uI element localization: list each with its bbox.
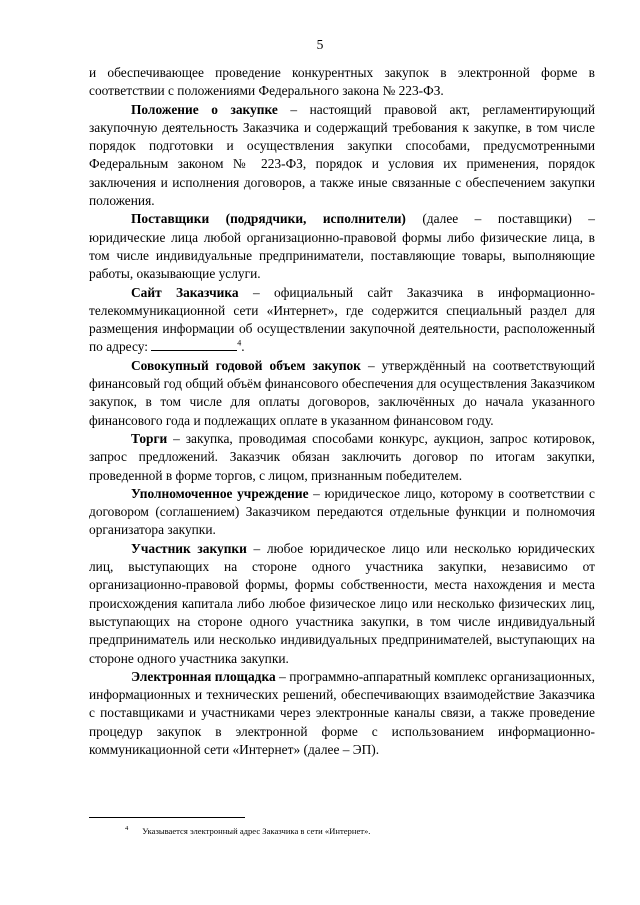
definition-paragraph <box>89 430 595 485</box>
definition-term: Поставщики (подрядчики, исполнители) <box>131 211 406 227</box>
definition-term: Уполномоченное учреждение <box>131 485 309 501</box>
body-text <box>89 64 595 759</box>
definition-paragraph <box>89 284 595 357</box>
definition-term: Торги <box>131 430 168 446</box>
definition-paragraph <box>89 357 595 430</box>
definition-term: Электронная площадка <box>131 668 276 684</box>
definition-term: Положение о закупке <box>131 101 278 117</box>
definition-paragraph <box>89 485 595 540</box>
definition-paragraph <box>89 101 595 211</box>
definition-text: – любое юридическое лицо или несколько юридических лиц, выступающих на стороне одного участника закупки, независимо от организационно-правовой формы, формы собственности, места нахождения и места происхождения капитала либо любое физическое лицо или несколько физических лиц, выступающих на стороне одного участника закупки, в том числе индивидуальный предприниматель или несколько индивидуальных предпринимателей, выступающих на стороне одного участника закупки. <box>89 540 595 666</box>
footnote <box>125 823 595 837</box>
definition-paragraph <box>89 210 595 283</box>
intro-paragraph: и обеспечивающее проведение конкурентных закупок в электронной форме в соответствии с положениями Федерального закона № 223-ФЗ. <box>89 65 595 99</box>
definition-text: – настоящий правовой акт, регламентирующий закупочную деятельность Заказчика и содержащий требования к закупке, в том числе порядок подготовки и осуществления закупки способами, предусмотренными Федеральным законом № 223-ФЗ, порядок и условия их применения, порядок заключения и исполнения договоров, а также иные связанные с обеспечением закупки положения. <box>89 101 595 209</box>
footnote-text: Указывается электронный адрес Заказчика в сети «Интернет». <box>142 825 371 836</box>
page-number: 5 <box>316 37 324 52</box>
definition-paragraph <box>89 668 595 759</box>
definition-text: – юридическое лицо, которому в соответствии с договором (соглашением) Заказчиком передаются отдельные функции и полномочия организатора закупки. <box>89 485 595 538</box>
definition-text: – утверждённый на соответствующий финансовый год общий объём финансового обеспечения для осуществления Заказчиком закупок, в том числе для оплаты договоров, заключённых до начала указанного финансового года и подлежащих оплате в указанном финансовом году. <box>89 357 596 428</box>
definition-term: Совокупный годовой объем закупок <box>131 357 361 373</box>
definition-term: Сайт Заказчика <box>131 284 239 300</box>
definition-text: – программно-аппаратный комплекс организационных, информационных и технических решений, обеспечивающих взаимодействие Заказчика с поставщиками и участниками через электронные каналы связи, а также проведение процедур закупок в электронной форме с использованием информационно-коммуникационной сети «Интернет» (далее – ЭП). <box>89 668 595 757</box>
definition-paragraph <box>89 540 595 668</box>
definition-text: – официальный сайт Заказчика в информационно-телекоммуникационной сети «Интернет», где содержится специальный раздел для размещения информации об осуществлении закупочной деятельности, расположенный по адресу: <box>89 284 595 355</box>
definition-end: . <box>241 339 245 355</box>
definition-text: (далее – поставщики) – юридические лица любой организационно-правовой формы либо физические лица, в том числе индивидуальные предприниматели, поставляющие товары, выполняющие работы, оказывающие услуги. <box>89 211 595 282</box>
footnote-divider <box>89 817 245 818</box>
definition-text: – закупка, проводимая способами конкурс, аукцион, запрос котировок, запрос предложений. Заказчик обязан заключить договор по итогам закупки, проведенной в форме торгов, с лицом, признанным победителем. <box>89 430 595 483</box>
address-blank-line <box>151 339 237 351</box>
definition-term: Участник закупки <box>131 540 247 556</box>
footnote-marker: 4 <box>125 825 129 832</box>
footnote-reference: 4 <box>237 338 242 348</box>
